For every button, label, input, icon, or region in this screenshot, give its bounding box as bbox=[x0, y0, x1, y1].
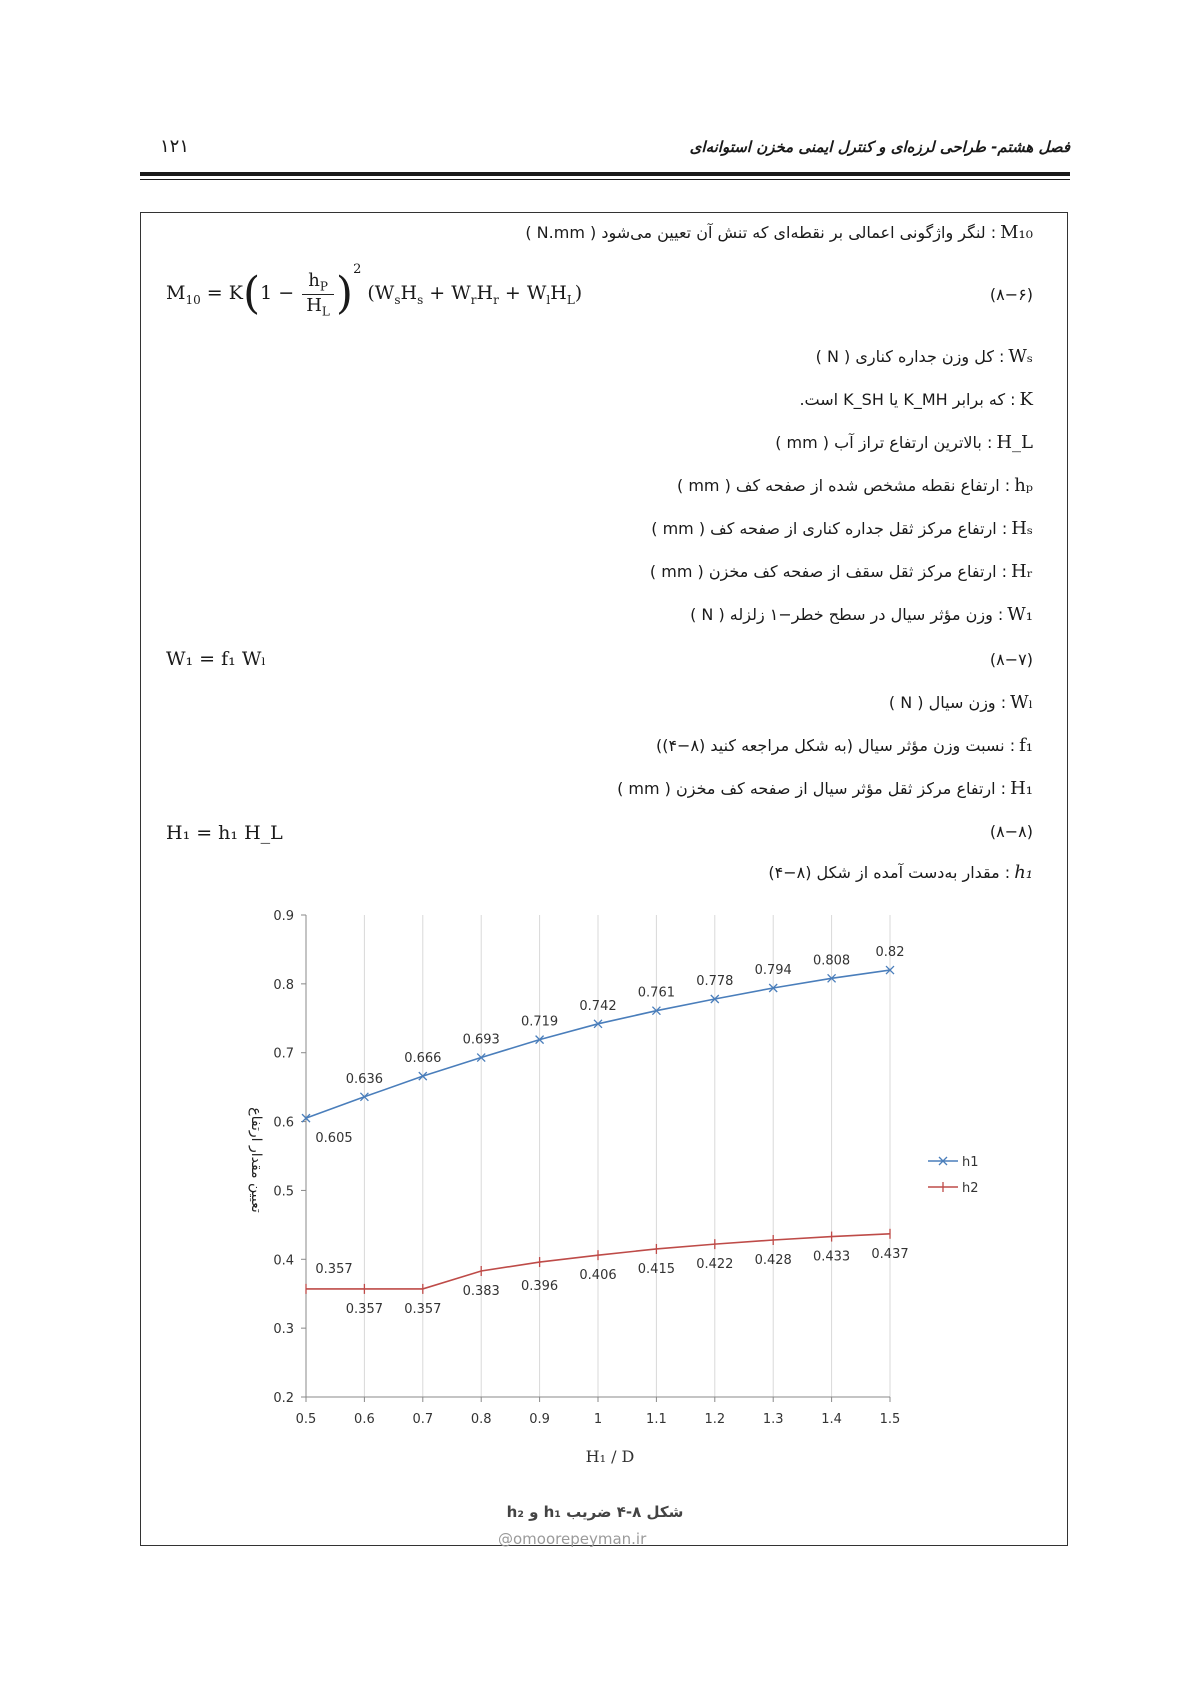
def-wl-text: : وزن سیال ( N ) bbox=[888, 693, 1007, 712]
x-tick-label: 1 bbox=[593, 1412, 603, 1427]
series-h1-data-label: 0.636 bbox=[345, 1071, 384, 1087]
chapter-header: فصل هشتم- طراحی لرزه‌ای و کنترل ایمنی مخزن استوانه‌ای bbox=[689, 138, 1070, 156]
series-h1-data-label: 0.82 bbox=[875, 945, 905, 961]
def-hl-text: : بالاترین ارتفاع تراز آب ( mm ) bbox=[775, 433, 993, 452]
y-tick-label: 0.5 bbox=[273, 1184, 294, 1200]
def-f1-symbol: f₁ bbox=[1019, 735, 1033, 756]
series-h2-data-label: 0.415 bbox=[637, 1261, 676, 1277]
series-h2-data-label: 0.406 bbox=[579, 1268, 617, 1284]
def-m10-text: : لنگر واژگونی اعمالی بر نقطه‌ای که تنش آن تعیین می‌شود ( N.mm ) bbox=[525, 223, 997, 242]
y-tick-label: 0.3 bbox=[273, 1322, 294, 1338]
def-f1-text: : نسبت وزن مؤثر سیال (به شکل مراجعه کنید (۸−۴)) bbox=[655, 736, 1016, 755]
chart-axes bbox=[301, 915, 890, 1402]
series-h1-data-label: 0.719 bbox=[520, 1014, 559, 1030]
y-tick-label: 0.4 bbox=[273, 1253, 294, 1269]
x-tick-label: 1.3 bbox=[762, 1412, 784, 1427]
series-h1-data-label: 0.778 bbox=[696, 974, 734, 990]
def-w1-eff-text: : وزن مؤثر سیال در سطح خطر−۱ زلزله ( N ) bbox=[690, 605, 1004, 624]
chart-grid bbox=[364, 915, 890, 1397]
series-h2-data-label: 0.422 bbox=[696, 1257, 734, 1273]
y-tick-label: 0.6 bbox=[273, 1115, 294, 1131]
y-tick-label: 0.9 bbox=[273, 909, 294, 924]
series-h2-data-label: 0.383 bbox=[462, 1283, 500, 1299]
x-tick-label: 0.9 bbox=[529, 1412, 550, 1427]
series-h2-data-label: 0.433 bbox=[812, 1249, 851, 1265]
y-tick-label: 0.2 bbox=[273, 1391, 294, 1406]
def-h1-cap-symbol: H₁ bbox=[1010, 778, 1033, 799]
series-h1-data-label: 0.693 bbox=[462, 1032, 500, 1048]
def-m10-symbol: M₁₀ bbox=[1000, 222, 1033, 243]
series-h1-data-label: 0.794 bbox=[754, 962, 792, 978]
def-hr-text: : ارتفاع مرکز ثقل سقف از صفحه کف مخزن ( mm ) bbox=[649, 562, 1008, 581]
series-h2-data-label: 0.357 bbox=[345, 1301, 384, 1317]
y-tick-label: 0.8 bbox=[273, 977, 294, 993]
y-tick-label: 0.7 bbox=[273, 1046, 294, 1062]
series-h1-data-label: 0.808 bbox=[812, 953, 851, 969]
x-tick-label: 0.7 bbox=[412, 1412, 434, 1427]
x-tick-label: 0.6 bbox=[354, 1412, 375, 1427]
series-h2-data-label: 0.357 bbox=[404, 1301, 442, 1317]
eq7-number: (۸−۷) bbox=[989, 650, 1033, 669]
def-ws-text: : کل وزن جداره کناری ( N ) bbox=[815, 347, 1005, 366]
x-tick-label: 0.5 bbox=[295, 1412, 317, 1427]
eq8-formula: H₁ = h₁ H_L bbox=[166, 822, 283, 844]
legend-h2-label: h2 bbox=[962, 1181, 979, 1196]
def-hp-symbol: hₚ bbox=[1014, 475, 1033, 496]
chart-labels bbox=[273, 909, 908, 1427]
legend-h1-label: h1 bbox=[962, 1155, 979, 1170]
eq7-formula: W₁ = f₁ Wₗ bbox=[166, 648, 266, 670]
series-h2-data-label: 0.357 bbox=[315, 1261, 353, 1277]
eq6-formula: $M_{10} = K(1$ − $\frac{h_P}{H_L}$ )$^2$ $(W_sH_s + W_rH_r + W_lH_L)$ bbox=[166, 262, 583, 319]
series-h2-data-label: 0.396 bbox=[520, 1279, 559, 1295]
def-h1-small-symbol: h₁ bbox=[1014, 862, 1033, 883]
eq8-number: (۸−۸) bbox=[989, 822, 1033, 841]
def-w1-eff-symbol: W₁ bbox=[1007, 604, 1033, 625]
series-h2-data-label: 0.437 bbox=[871, 1246, 909, 1262]
def-hs-text: : ارتفاع مرکز ثقل جداره کناری از صفحه کف ( mm ) bbox=[651, 519, 1008, 538]
x-tick-label: 1.2 bbox=[704, 1412, 726, 1427]
def-h1-small-text: : مقدار به‌دست آمده از شکل (۸−۴) bbox=[768, 863, 1011, 882]
chart-xlabel: H₁ / D bbox=[585, 1447, 635, 1466]
def-wl-symbol: Wₗ bbox=[1010, 692, 1033, 713]
series-h1-data-label: 0.666 bbox=[404, 1051, 442, 1067]
def-k-text: : که برابر K_MH یا K_SH است. bbox=[799, 390, 1016, 409]
def-hr-symbol: Hᵣ bbox=[1011, 561, 1033, 582]
x-tick-label: 1.5 bbox=[879, 1412, 901, 1427]
eq6-number: (۸−۶) bbox=[989, 285, 1033, 304]
x-tick-label: 0.8 bbox=[470, 1412, 492, 1427]
page-number: ۱۲۱ bbox=[160, 136, 190, 157]
def-k-symbol: K bbox=[1019, 389, 1033, 410]
series-h2-data-label: 0.428 bbox=[754, 1253, 792, 1269]
def-hl-symbol: H_L bbox=[996, 432, 1033, 453]
def-hp-text: : ارتفاع نقطه مشخص شده از صفحه کف ( mm ) bbox=[677, 476, 1011, 495]
watermark: @omoorepeyman.ir bbox=[498, 1530, 647, 1548]
def-hs-symbol: Hₛ bbox=[1011, 518, 1033, 539]
def-ws-symbol: Wₛ bbox=[1008, 346, 1033, 367]
chart-ylabel: تعیین مقدار ارتفاع bbox=[248, 1107, 264, 1213]
series-h1-data-label: 0.605 bbox=[315, 1131, 353, 1147]
def-h1-cap-text: : ارتفاع مرکز ثقل مؤثر سیال از صفحه کف مخزن ( mm ) bbox=[617, 779, 1007, 798]
x-tick-label: 1.4 bbox=[821, 1412, 842, 1427]
x-tick-label: 1.1 bbox=[646, 1412, 667, 1427]
series-h1-data-label: 0.761 bbox=[637, 985, 676, 1001]
series-h1-data-label: 0.742 bbox=[579, 998, 617, 1014]
chart-legend bbox=[928, 1155, 979, 1196]
figure-caption: شکل ۸-۴ ضریب h₁ و h₂ bbox=[506, 1503, 684, 1521]
